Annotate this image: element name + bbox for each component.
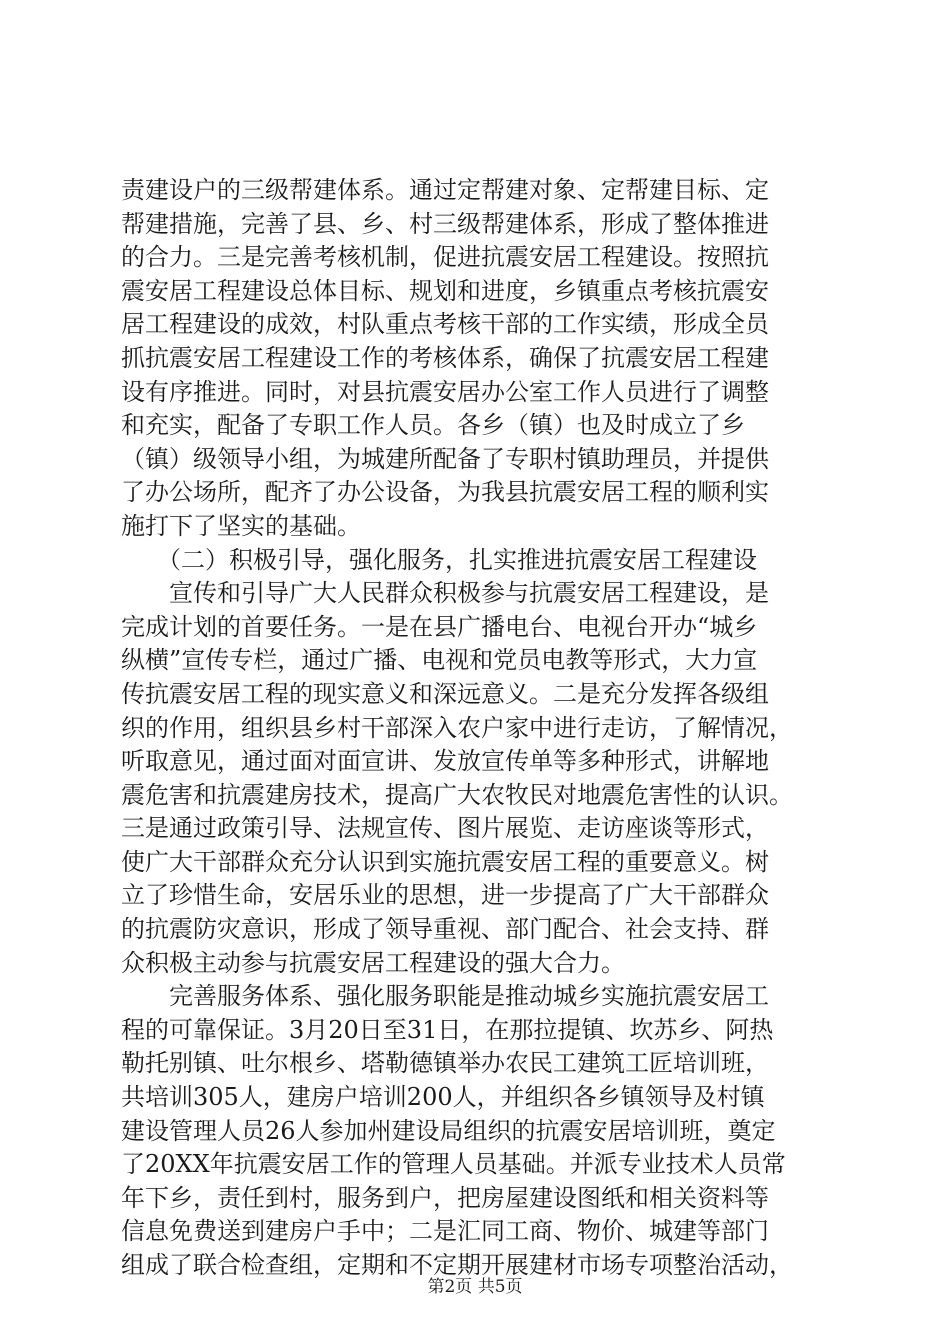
- text-line: 完善服务体系、强化服务职能是推动城乡实施抗震安居工: [121, 982, 769, 1011]
- text-line: 抓抗震安居工程建设工作的考核体系，确保了抗震安居工程建: [121, 343, 769, 372]
- text-line: 使广大干部群众充分认识到实施抗震安居工程的重要意义。树: [121, 847, 769, 876]
- text-line: 织的作用，组织县乡村干部深入农户家中进行走访，了解情况，: [121, 713, 793, 742]
- text-line: 居工程建设的成效，村队重点考核干部的工作实绩，形成全员: [121, 310, 769, 339]
- document-body: [121, 174, 837, 1283]
- text-line: 完成计划的首要任务。一是在县广播电台、电视台开办“城乡: [121, 612, 758, 641]
- text-line: 立了珍惜生命，安居乐业的思想，进一步提高了广大干部群众: [121, 881, 769, 910]
- text-line: 年下乡，责任到村，服务到户，把房屋建设图纸和相关资料等: [121, 1183, 769, 1212]
- text-line: 责建设户的三级帮建体系。通过定帮建对象、定帮建目标、定: [121, 176, 769, 204]
- text-line: 的抗震防灾意识，形成了领导重视、部门配合、社会支持、群: [121, 915, 769, 944]
- text-line: 纵横”宣传专栏，通过广播、电视和党员电教等形式，大力宣: [121, 646, 758, 675]
- text-line: 建设管理人员26人参加州建设局组织的抗震安居培训班，奠定: [121, 1116, 776, 1145]
- text-line: 组成了联合检查组，定期和不定期开展建材市场专项整治活动，: [121, 1251, 793, 1279]
- text-line: 信息免费送到建房户手中；二是汇同工商、物价、城建等部门: [121, 1217, 769, 1246]
- text-line: 程的可靠保证。3月20日至31日，在那拉提镇、坎苏乡、阿热: [121, 1015, 774, 1044]
- text-line: 众积极主动参与抗震安居工程建设的强大合力。: [121, 948, 625, 977]
- text-line: 的合力。三是完善考核机制，促进抗震安居工程建设。按照抗: [121, 243, 769, 272]
- text-line: 施打下了坚实的基础。: [121, 511, 361, 540]
- text-line: 和充实，配备了专职工作人员。各乡（镇）也及时成立了乡: [121, 411, 745, 440]
- text-line: （镇）级领导小组，为城建所配备了专职村镇助理员，并提供: [121, 444, 769, 473]
- text-line: 听取意见，通过面对面宣讲、发放宣传单等多种形式，讲解地: [121, 747, 769, 776]
- text-line: 了办公场所，配齐了办公设备，为我县抗震安居工程的顺利实: [121, 478, 769, 507]
- page-footer: 第2页 共5页: [427, 1277, 523, 1297]
- text-line: 宣传和引导广大人民群众积极参与抗震安居工程建设，是: [121, 579, 769, 608]
- section-heading: （二）积极引导，强化服务，扎实推进抗震安居工程建设: [121, 545, 757, 574]
- text-line: 传抗震安居工程的现实意义和深远意义。二是充分发挥各级组: [121, 679, 769, 708]
- text-line: 三是通过政策引导、法规宣传、图片展览、走访座谈等形式，: [121, 814, 769, 843]
- text-line: 共培训305人，建房户培训200人，并组织各乡镇领导及村镇: [121, 1083, 765, 1112]
- text-line: 帮建措施，完善了县、乡、村三级帮建体系，形成了整体推进: [121, 209, 769, 238]
- text-line: 设有序推进。同时，对县抗震安居办公室工作人员进行了调整: [121, 377, 769, 406]
- text-line: 勒托别镇、吐尔根乡、塔勒德镇举办农民工建筑工匠培训班，: [121, 1049, 769, 1078]
- text-line: 了20XX年抗震安居工作的管理人员基础。并派专业技术人员常: [121, 1150, 786, 1179]
- text-line: 震危害和抗震建房技术，提高广大农牧民对地震危害性的认识。: [121, 780, 793, 809]
- text-line: 震安居工程建设总体目标、规划和进度，乡镇重点考核抗震安: [121, 276, 769, 305]
